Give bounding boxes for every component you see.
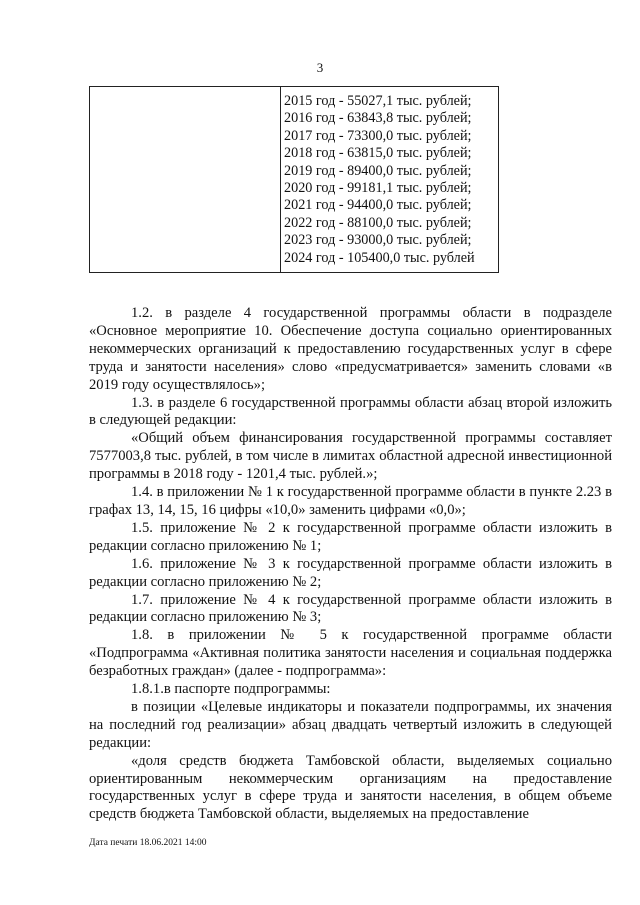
paragraph-1-8-1: 1.8.1.в паспорте подпрограммы: xyxy=(131,681,331,698)
financing-row: 2016 год - 63843,8 тыс. рублей; xyxy=(284,110,472,127)
page-number: 3 xyxy=(316,60,324,75)
financing-row: 2022 год - 88100,0 тыс. рублей; xyxy=(284,214,472,231)
document-body xyxy=(89,305,612,824)
table-financing-cell xyxy=(281,87,498,272)
financing-row: 2015 год - 55027,1 тыс. рублей; xyxy=(284,93,472,109)
paragraph-quote-financing: «Общий объем финансирования государственной программы составляет 7577003,8 тыс. рублей, в том числе в лимитах областной адресной инвестиционной программы в 2018 году - 1201,4 тыс. рублей.»; xyxy=(89,430,612,483)
financing-row: 2023 год - 93000,0 тыс. рублей; xyxy=(284,232,472,249)
paragraph-1-6: 1.6. приложение № 3 к государственной программе области изложить в редакции согласно приложению № 2; xyxy=(89,555,612,590)
paragraph-1-5: 1.5. приложение № 2 к государственной программе области изложить в редакции согласно приложению № 1; xyxy=(89,519,612,554)
paragraph-indicators-position: в позиции «Целевые индикаторы и показатели подпрограммы, их значения на последний год реализации» абзац двадцать четвертый изложить в следующей редакции: xyxy=(89,698,612,751)
paragraph-quote-share: «доля средств бюджета Тамбовской области, выделяемых социально ориентированным некоммерческим организациям на предоставление государственных услуг в сфере труда и занятости населения, в общем объеме средств бюджета Тамбовской области, выделяемых на предоставление xyxy=(89,752,612,823)
financing-row: 2019 год - 89400,0 тыс. рублей; xyxy=(284,162,472,179)
paragraph-1-2: 1.2. в разделе 4 государственной программы области в подразделе «Основное мероприятие 10. Обеспечение доступа социально ориентированных некоммерческих организаций к предоставлению государственных услуг в сфере труда и занятости населения» слово «предусматривается» заменить словами «в 2019 году осуществлялось»; xyxy=(89,305,612,393)
financing-row: 2021 год - 94400,0 тыс. рублей; xyxy=(284,197,472,214)
paragraph-1-3: 1.3. в разделе 6 государственной программы области абзац второй изложить в следующей редакции: xyxy=(89,394,612,429)
paragraph-1-8: 1.8. в приложении № 5 к государственной программе области «Подпрограмма «Активная политика занятости населения и социальная поддержка безработных граждан» (далее - подпрограмма»: xyxy=(89,627,612,680)
paragraph-1-7: 1.7. приложение № 4 к государственной программе области изложить в редакции согласно приложению № 3; xyxy=(89,591,612,626)
financing-row: 2020 год - 99181,1 тыс. рублей; xyxy=(284,180,472,197)
print-date-footer: Дата печати 18.06.2021 14:00 xyxy=(89,838,207,848)
paragraph-1-4: 1.4. в приложении № 1 к государственной программе области в пункте 2.23 в графах 13, 14, 15, 16 цифры «10,0» заменить цифрами «0,0»; xyxy=(89,484,612,518)
table-empty-cell xyxy=(90,87,281,272)
financing-row: 2024 год - 105400,0 тыс. рублей xyxy=(284,249,475,266)
financing-table xyxy=(89,86,499,273)
financing-row: 2018 год - 63815,0 тыс. рублей; xyxy=(284,145,472,162)
financing-row: 2017 год - 73300,0 тыс. рублей; xyxy=(284,127,472,144)
